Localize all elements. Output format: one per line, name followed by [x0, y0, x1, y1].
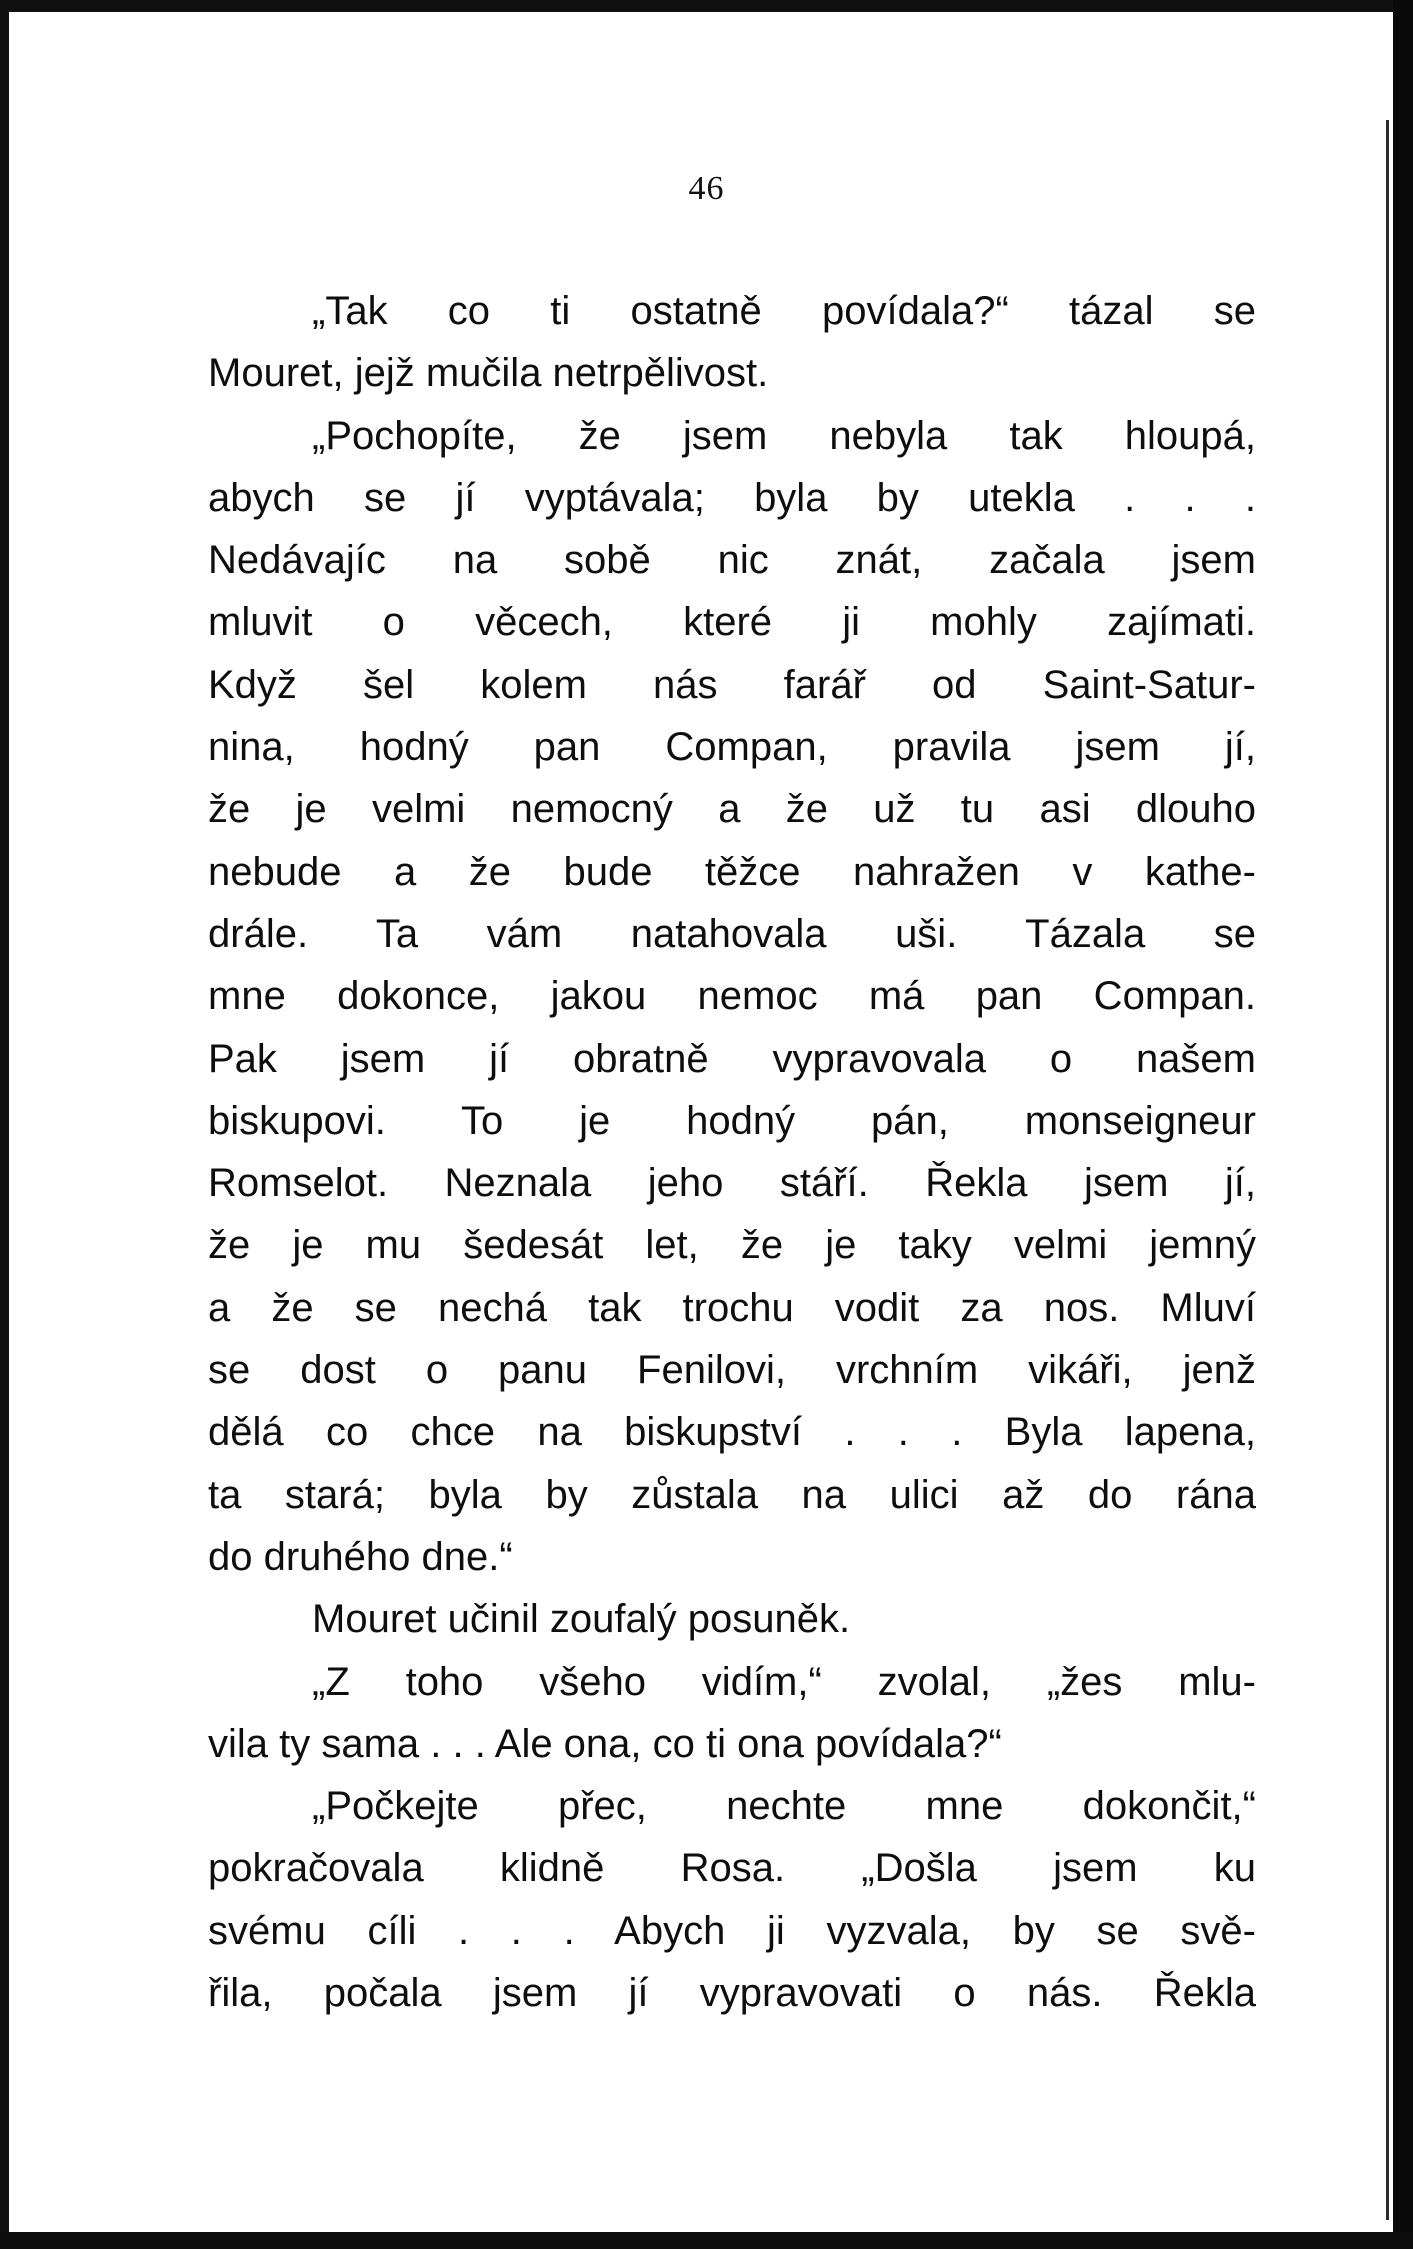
text-line: Nedávajíc na sobě nic znát, začala jsem [208, 538, 1256, 583]
text-line: do druhého dne.“ [208, 1534, 513, 1579]
text-line: Pak jsem jí obratně vypravovala o našem [208, 1036, 1256, 1081]
text-line: mluvit o věcech, které ji mohly zajímati. [208, 600, 1256, 645]
text-line: „Počkejte přec, nechte mne dokončit,“ [312, 1784, 1256, 1829]
page-edge-line [1386, 120, 1389, 2220]
text-line: ta stará; byla by zůstala na ulici až do rána [208, 1472, 1256, 1517]
text-line: drále. Ta vám natahovala uši. Tázala se [208, 911, 1256, 956]
text-line: Mouret, jejž mučila netrpělivost. [208, 351, 769, 396]
text-line: „Pochopíte, že jsem nebyla tak hloupá, [312, 413, 1256, 458]
text-line: dělá co chce na biskupství . . . Byla lapena, [208, 1410, 1256, 1455]
scan-border-bottom [0, 2232, 1413, 2249]
scan-border-left [0, 0, 9, 2249]
text-line: že je velmi nemocný a že už tu asi dlouho [208, 787, 1256, 832]
text-line: Romselot. Neznala jeho stáří. Řekla jsem jí, [208, 1161, 1256, 1206]
text-line: vila ty sama . . . Ale ona, co ti ona povídala?“ [208, 1721, 1002, 1766]
text-line: se dost o panu Fenilovi, vrchním vikáři, jenž [208, 1348, 1256, 1393]
text-line: „Tak co ti ostatně povídala?“ tázal se [312, 289, 1256, 333]
scan-border-right [1393, 0, 1413, 2249]
text-line: „Z toho všeho vidím,“ zvolal, „žes mlu- [312, 1659, 1256, 1704]
text-line: mne dokonce, jakou nemoc má pan Compan. [208, 974, 1256, 1019]
text-line: biskupovi. To je hodný pán, monseigneur [208, 1098, 1256, 1143]
text-line: že je mu šedesát let, že je taky velmi jemný [208, 1223, 1256, 1268]
scan-border-top [0, 0, 1413, 12]
text-line: řila, počala jsem jí vypravovati o nás. Řekla [208, 1971, 1256, 2016]
text-line: abych se jí vyptávala; byla by utekla . . . [208, 475, 1256, 520]
text-line: svému cíli . . . Abych ji vyzvala, by se svě- [208, 1908, 1256, 1953]
text-line: nebude a že bude těžce nahražen v kathe- [208, 849, 1256, 894]
text-line: Když šel kolem nás farář od Saint-Satur- [208, 662, 1256, 707]
page-number: 46 [688, 170, 725, 207]
text-line: nina, hodný pan Compan, pravila jsem jí, [208, 725, 1256, 770]
text-line: pokračovala klidně Rosa. „Došla jsem ku [208, 1846, 1256, 1891]
text-line: a že se nechá tak trochu vodit za nos. Mluví [208, 1285, 1256, 1330]
body-text [208, 280, 1256, 2024]
text-line: Mouret učinil zoufalý posuněk. [312, 1597, 851, 1642]
